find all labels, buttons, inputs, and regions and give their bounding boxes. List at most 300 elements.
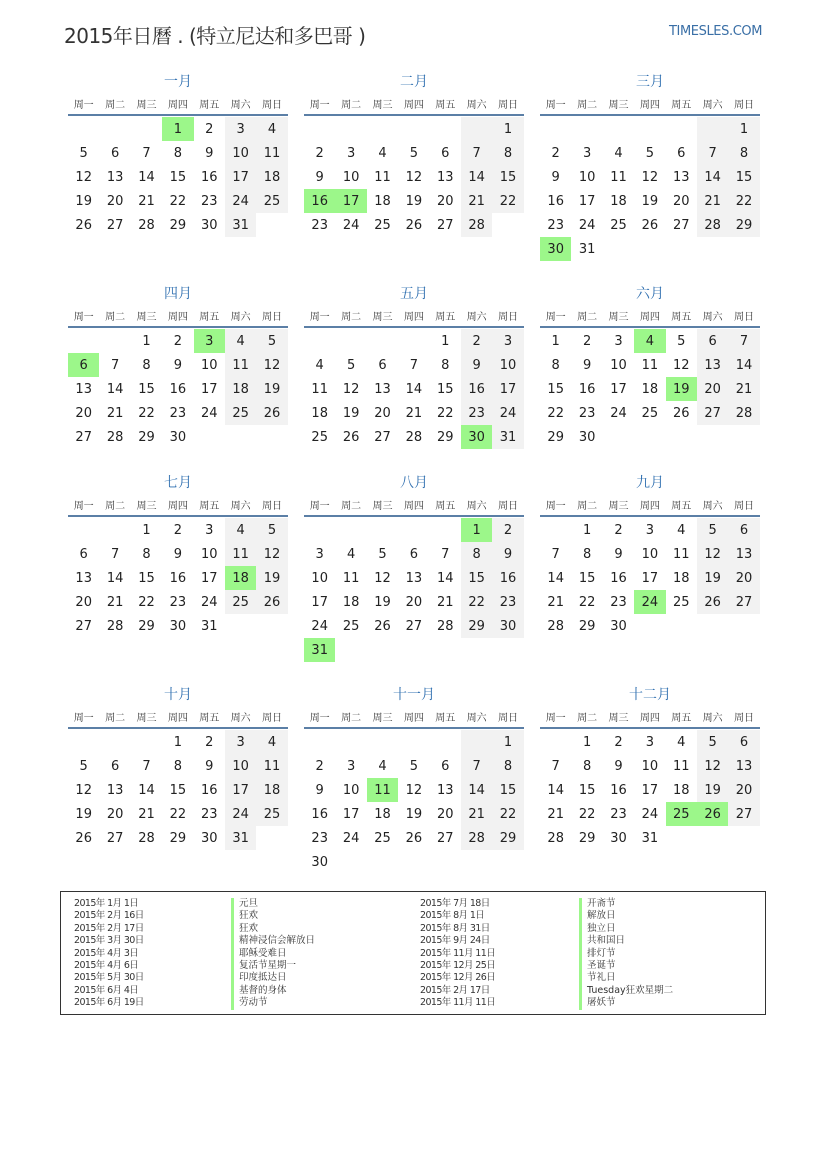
day-cell[interactable]: 9: [205, 758, 214, 774]
day-cell[interactable]: 7: [551, 758, 560, 774]
day-cell[interactable]: 25: [256, 189, 287, 213]
day-cell[interactable]: 14: [436, 570, 454, 586]
day-cell[interactable]: 14: [461, 165, 492, 189]
day-cell[interactable]: 7: [110, 546, 120, 562]
day-cell[interactable]: 23: [610, 594, 627, 610]
day-cell[interactable]: 1: [492, 730, 523, 754]
day-cell[interactable]: 16: [169, 381, 187, 397]
day-cell[interactable]: 30: [311, 854, 328, 870]
day-cell[interactable]: 14: [138, 782, 155, 798]
day-cell[interactable]: 29: [436, 429, 454, 445]
day-cell[interactable]: 31: [225, 213, 256, 237]
day-cell[interactable]: 28: [547, 618, 564, 634]
day-cell[interactable]: 1: [582, 522, 592, 538]
day-cell[interactable]: 4: [677, 734, 686, 750]
day-cell[interactable]: 30: [610, 618, 627, 634]
day-cell[interactable]: 16: [461, 377, 492, 401]
day-cell[interactable]: 15: [169, 782, 187, 798]
day-cell[interactable]: 3: [614, 333, 623, 349]
holiday-day-cell[interactable]: 31: [304, 638, 335, 662]
day-cell[interactable]: 16: [200, 782, 218, 798]
day-cell[interactable]: 15: [461, 566, 492, 590]
day-cell[interactable]: 22: [138, 405, 155, 421]
day-cell[interactable]: 1: [142, 333, 151, 349]
day-cell[interactable]: 25: [225, 590, 256, 614]
day-cell[interactable]: 7: [461, 141, 492, 165]
holiday-day-cell[interactable]: 4: [634, 329, 665, 353]
day-cell[interactable]: 2: [582, 333, 592, 349]
day-cell[interactable]: 23: [492, 590, 523, 614]
day-cell[interactable]: 13: [75, 381, 92, 397]
day-cell[interactable]: 28: [405, 429, 423, 445]
day-cell[interactable]: 24: [641, 806, 659, 822]
day-cell[interactable]: 22: [728, 189, 759, 213]
day-cell[interactable]: 21: [138, 806, 155, 822]
holiday-day-cell[interactable]: 16: [304, 189, 335, 213]
day-cell[interactable]: 13: [106, 782, 124, 798]
day-cell[interactable]: 1: [551, 333, 560, 349]
day-cell[interactable]: 7: [110, 357, 120, 373]
holiday-day-cell[interactable]: 11: [367, 778, 398, 802]
day-cell[interactable]: 27: [106, 217, 124, 233]
day-cell[interactable]: 20: [75, 594, 92, 610]
day-cell[interactable]: 28: [138, 830, 155, 846]
day-cell[interactable]: 21: [106, 405, 124, 421]
day-cell[interactable]: 26: [641, 217, 659, 233]
day-cell[interactable]: 24: [200, 405, 218, 421]
day-cell[interactable]: 17: [225, 778, 256, 802]
day-cell[interactable]: 10: [610, 357, 627, 373]
day-cell[interactable]: 11: [256, 754, 287, 778]
day-cell[interactable]: 19: [75, 193, 92, 209]
day-cell[interactable]: 6: [378, 357, 387, 373]
day-cell[interactable]: 20: [75, 405, 92, 421]
day-cell[interactable]: 10: [200, 357, 218, 373]
day-cell[interactable]: 18: [672, 782, 690, 798]
day-cell[interactable]: 29: [547, 429, 564, 445]
holiday-day-cell[interactable]: 1: [162, 117, 193, 141]
day-cell[interactable]: 23: [578, 405, 596, 421]
day-cell[interactable]: 8: [582, 546, 592, 562]
day-cell[interactable]: 20: [697, 377, 728, 401]
day-cell[interactable]: 28: [547, 830, 564, 846]
day-cell[interactable]: 18: [256, 778, 287, 802]
day-cell[interactable]: 6: [441, 145, 450, 161]
day-cell[interactable]: 5: [697, 730, 728, 754]
day-cell[interactable]: 15: [492, 778, 523, 802]
day-cell[interactable]: 17: [225, 165, 256, 189]
day-cell[interactable]: 15: [728, 165, 759, 189]
day-cell[interactable]: 15: [492, 165, 523, 189]
day-cell[interactable]: 11: [256, 141, 287, 165]
day-cell[interactable]: 9: [614, 758, 623, 774]
day-cell[interactable]: 27: [728, 590, 759, 614]
day-cell[interactable]: 11: [311, 381, 328, 397]
day-cell[interactable]: 29: [138, 618, 155, 634]
day-cell[interactable]: 5: [79, 145, 88, 161]
day-cell[interactable]: 31: [578, 241, 596, 257]
day-cell[interactable]: 3: [346, 758, 356, 774]
day-cell[interactable]: 19: [697, 778, 728, 802]
day-cell[interactable]: 24: [200, 594, 218, 610]
day-cell[interactable]: 16: [311, 806, 328, 822]
day-cell[interactable]: 2: [614, 734, 623, 750]
day-cell[interactable]: 3: [225, 730, 256, 754]
day-cell[interactable]: 23: [169, 594, 187, 610]
day-cell[interactable]: 13: [75, 570, 92, 586]
day-cell[interactable]: 21: [106, 594, 124, 610]
day-cell[interactable]: 8: [441, 357, 450, 373]
day-cell[interactable]: 18: [610, 193, 627, 209]
day-cell[interactable]: 20: [436, 193, 454, 209]
day-cell[interactable]: 13: [672, 169, 690, 185]
holiday-day-cell[interactable]: 25: [666, 802, 697, 826]
day-cell[interactable]: 29: [728, 213, 759, 237]
day-cell[interactable]: 20: [672, 193, 690, 209]
holiday-day-cell[interactable]: 24: [634, 590, 665, 614]
day-cell[interactable]: 10: [641, 758, 659, 774]
day-cell[interactable]: 14: [547, 782, 564, 798]
day-cell[interactable]: 23: [311, 217, 328, 233]
day-cell[interactable]: 16: [610, 782, 627, 798]
day-cell[interactable]: 25: [641, 405, 659, 421]
day-cell[interactable]: 12: [405, 169, 423, 185]
day-cell[interactable]: 9: [173, 357, 182, 373]
day-cell[interactable]: 25: [225, 401, 256, 425]
day-cell[interactable]: 22: [578, 594, 596, 610]
holiday-day-cell[interactable]: 3: [194, 329, 225, 353]
day-cell[interactable]: 13: [728, 542, 759, 566]
day-cell[interactable]: 5: [409, 145, 418, 161]
holiday-day-cell[interactable]: 18: [225, 566, 256, 590]
day-cell[interactable]: 7: [142, 758, 151, 774]
holiday-day-cell[interactable]: 17: [335, 189, 366, 213]
day-cell[interactable]: 25: [374, 217, 391, 233]
day-cell[interactable]: 21: [547, 806, 564, 822]
day-cell[interactable]: 18: [672, 570, 690, 586]
day-cell[interactable]: 1: [582, 734, 592, 750]
day-cell[interactable]: 25: [672, 594, 690, 610]
day-cell[interactable]: 18: [311, 405, 328, 421]
day-cell[interactable]: 9: [205, 145, 214, 161]
day-cell[interactable]: 7: [142, 145, 151, 161]
day-cell[interactable]: 4: [378, 758, 387, 774]
day-cell[interactable]: 16: [169, 570, 187, 586]
day-cell[interactable]: 29: [138, 429, 155, 445]
day-cell[interactable]: 22: [138, 594, 155, 610]
day-cell[interactable]: 10: [578, 169, 596, 185]
day-cell[interactable]: 29: [578, 830, 596, 846]
day-cell[interactable]: 1: [728, 117, 759, 141]
day-cell[interactable]: 19: [405, 193, 423, 209]
day-cell[interactable]: 27: [436, 830, 454, 846]
day-cell[interactable]: 25: [374, 830, 391, 846]
day-cell[interactable]: 30: [492, 614, 523, 638]
day-cell[interactable]: 8: [142, 357, 151, 373]
holiday-day-cell[interactable]: 30: [540, 237, 571, 261]
day-cell[interactable]: 10: [641, 546, 659, 562]
day-cell[interactable]: 4: [677, 522, 686, 538]
day-cell[interactable]: 16: [547, 193, 564, 209]
day-cell[interactable]: 20: [374, 405, 391, 421]
day-cell[interactable]: 12: [697, 754, 728, 778]
day-cell[interactable]: 24: [311, 618, 328, 634]
day-cell[interactable]: 17: [342, 806, 360, 822]
day-cell[interactable]: 8: [551, 357, 560, 373]
day-cell[interactable]: 7: [461, 754, 492, 778]
day-cell[interactable]: 4: [315, 357, 324, 373]
day-cell[interactable]: 10: [225, 754, 256, 778]
day-cell[interactable]: 9: [582, 357, 592, 373]
day-cell[interactable]: 4: [378, 145, 387, 161]
day-cell[interactable]: 27: [405, 618, 423, 634]
day-cell[interactable]: 7: [409, 357, 418, 373]
day-cell[interactable]: 15: [578, 782, 596, 798]
day-cell[interactable]: 21: [697, 189, 728, 213]
day-cell[interactable]: 6: [110, 145, 120, 161]
day-cell[interactable]: 3: [645, 734, 654, 750]
day-cell[interactable]: 12: [697, 542, 728, 566]
day-cell[interactable]: 2: [492, 518, 523, 542]
day-cell[interactable]: 26: [75, 217, 92, 233]
day-cell[interactable]: 6: [728, 730, 759, 754]
day-cell[interactable]: 15: [138, 381, 155, 397]
day-cell[interactable]: 5: [256, 518, 287, 542]
day-cell[interactable]: 7: [728, 329, 759, 353]
day-cell[interactable]: 27: [728, 802, 759, 826]
day-cell[interactable]: 10: [225, 141, 256, 165]
day-cell[interactable]: 15: [547, 381, 564, 397]
day-cell[interactable]: 11: [641, 357, 659, 373]
day-cell[interactable]: 5: [378, 546, 387, 562]
day-cell[interactable]: 14: [138, 169, 155, 185]
day-cell[interactable]: 2: [614, 522, 623, 538]
day-cell[interactable]: 12: [256, 542, 287, 566]
day-cell[interactable]: 1: [142, 522, 151, 538]
day-cell[interactable]: 21: [728, 377, 759, 401]
day-cell[interactable]: 6: [728, 518, 759, 542]
day-cell[interactable]: 28: [728, 401, 759, 425]
day-cell[interactable]: 12: [641, 169, 659, 185]
day-cell[interactable]: 22: [492, 189, 523, 213]
day-cell[interactable]: 23: [311, 830, 328, 846]
day-cell[interactable]: 8: [461, 542, 492, 566]
day-cell[interactable]: 3: [346, 145, 356, 161]
day-cell[interactable]: 28: [697, 213, 728, 237]
day-cell[interactable]: 2: [461, 329, 492, 353]
day-cell[interactable]: 6: [677, 145, 686, 161]
day-cell[interactable]: 17: [610, 381, 627, 397]
day-cell[interactable]: 20: [405, 594, 423, 610]
day-cell[interactable]: 17: [641, 782, 659, 798]
day-cell[interactable]: 17: [200, 381, 218, 397]
day-cell[interactable]: 11: [672, 758, 690, 774]
day-cell[interactable]: 9: [173, 546, 182, 562]
day-cell[interactable]: 28: [436, 618, 454, 634]
day-cell[interactable]: 19: [697, 566, 728, 590]
day-cell[interactable]: 2: [315, 758, 324, 774]
day-cell[interactable]: 14: [106, 381, 124, 397]
day-cell[interactable]: 5: [409, 758, 418, 774]
day-cell[interactable]: 17: [578, 193, 596, 209]
holiday-day-cell[interactable]: 19: [666, 377, 697, 401]
day-cell[interactable]: 2: [315, 145, 324, 161]
day-cell[interactable]: 27: [697, 401, 728, 425]
day-cell[interactable]: 31: [641, 830, 659, 846]
day-cell[interactable]: 8: [173, 145, 182, 161]
day-cell[interactable]: 24: [225, 189, 256, 213]
day-cell[interactable]: 13: [436, 782, 454, 798]
day-cell[interactable]: 15: [436, 381, 454, 397]
day-cell[interactable]: 4: [225, 329, 256, 353]
day-cell[interactable]: 9: [315, 782, 324, 798]
day-cell[interactable]: 4: [256, 730, 287, 754]
day-cell[interactable]: 20: [106, 193, 124, 209]
day-cell[interactable]: 11: [225, 353, 256, 377]
day-cell[interactable]: 22: [169, 806, 187, 822]
day-cell[interactable]: 30: [610, 830, 627, 846]
day-cell[interactable]: 9: [492, 542, 523, 566]
day-cell[interactable]: 4: [346, 546, 356, 562]
day-cell[interactable]: 1: [492, 117, 523, 141]
day-cell[interactable]: 15: [169, 169, 187, 185]
day-cell[interactable]: 8: [582, 758, 592, 774]
day-cell[interactable]: 27: [106, 830, 124, 846]
day-cell[interactable]: 18: [256, 165, 287, 189]
day-cell[interactable]: 26: [697, 590, 728, 614]
day-cell[interactable]: 18: [641, 381, 659, 397]
day-cell[interactable]: 30: [200, 217, 218, 233]
brand-logo-text[interactable]: TIMESLES.COM: [669, 24, 763, 39]
day-cell[interactable]: 24: [492, 401, 523, 425]
day-cell[interactable]: 19: [256, 566, 287, 590]
day-cell[interactable]: 23: [547, 217, 564, 233]
day-cell[interactable]: 25: [342, 618, 360, 634]
day-cell[interactable]: 5: [677, 333, 686, 349]
day-cell[interactable]: 12: [672, 357, 690, 373]
day-cell[interactable]: 26: [405, 217, 423, 233]
day-cell[interactable]: 12: [75, 169, 92, 185]
day-cell[interactable]: 6: [697, 329, 728, 353]
day-cell[interactable]: 8: [728, 141, 759, 165]
day-cell[interactable]: 9: [614, 546, 623, 562]
day-cell[interactable]: 14: [697, 165, 728, 189]
day-cell[interactable]: 29: [169, 830, 187, 846]
day-cell[interactable]: 10: [311, 570, 328, 586]
day-cell[interactable]: 8: [173, 758, 182, 774]
day-cell[interactable]: 27: [374, 429, 391, 445]
day-cell[interactable]: 5: [256, 329, 287, 353]
day-cell[interactable]: 19: [405, 806, 423, 822]
day-cell[interactable]: 23: [169, 405, 187, 421]
day-cell[interactable]: 20: [106, 806, 124, 822]
day-cell[interactable]: 14: [461, 778, 492, 802]
day-cell[interactable]: 28: [106, 618, 124, 634]
day-cell[interactable]: 25: [311, 429, 328, 445]
day-cell[interactable]: 13: [106, 169, 124, 185]
day-cell[interactable]: 5: [79, 758, 88, 774]
day-cell[interactable]: 21: [138, 193, 155, 209]
day-cell[interactable]: 23: [200, 193, 218, 209]
day-cell[interactable]: 28: [138, 217, 155, 233]
holiday-day-cell[interactable]: 6: [68, 353, 99, 377]
day-cell[interactable]: 30: [169, 429, 187, 445]
day-cell[interactable]: 26: [256, 590, 287, 614]
day-cell[interactable]: 14: [728, 353, 759, 377]
day-cell[interactable]: 31: [225, 826, 256, 850]
day-cell[interactable]: 23: [200, 806, 218, 822]
day-cell[interactable]: 9: [315, 169, 324, 185]
day-cell[interactable]: 29: [461, 614, 492, 638]
day-cell[interactable]: 17: [641, 570, 659, 586]
day-cell[interactable]: 12: [256, 353, 287, 377]
day-cell[interactable]: 2: [205, 121, 214, 137]
day-cell[interactable]: 9: [461, 353, 492, 377]
day-cell[interactable]: 7: [441, 546, 450, 562]
day-cell[interactable]: 14: [405, 381, 423, 397]
day-cell[interactable]: 24: [342, 830, 360, 846]
day-cell[interactable]: 28: [461, 213, 492, 237]
day-cell[interactable]: 29: [492, 826, 523, 850]
day-cell[interactable]: 23: [610, 806, 627, 822]
day-cell[interactable]: 7: [697, 141, 728, 165]
day-cell[interactable]: 29: [169, 217, 187, 233]
day-cell[interactable]: 11: [672, 546, 690, 562]
day-cell[interactable]: 22: [461, 590, 492, 614]
day-cell[interactable]: 21: [461, 802, 492, 826]
holiday-day-cell[interactable]: 1: [461, 518, 492, 542]
day-cell[interactable]: 9: [551, 169, 560, 185]
day-cell[interactable]: 18: [342, 594, 360, 610]
day-cell[interactable]: 13: [436, 169, 454, 185]
day-cell[interactable]: 25: [256, 802, 287, 826]
day-cell[interactable]: 26: [405, 830, 423, 846]
day-cell[interactable]: 26: [374, 618, 391, 634]
day-cell[interactable]: 25: [610, 217, 627, 233]
day-cell[interactable]: 5: [645, 145, 654, 161]
day-cell[interactable]: 26: [672, 405, 690, 421]
day-cell[interactable]: 21: [405, 405, 423, 421]
day-cell[interactable]: 27: [672, 217, 690, 233]
day-cell[interactable]: 1: [173, 734, 182, 750]
day-cell[interactable]: 17: [311, 594, 328, 610]
day-cell[interactable]: 4: [614, 145, 623, 161]
day-cell[interactable]: 19: [342, 405, 360, 421]
day-cell[interactable]: 10: [342, 169, 360, 185]
day-cell[interactable]: 15: [138, 570, 155, 586]
day-cell[interactable]: 13: [374, 381, 391, 397]
day-cell[interactable]: 11: [342, 570, 360, 586]
day-cell[interactable]: 19: [641, 193, 659, 209]
day-cell[interactable]: 12: [405, 782, 423, 798]
holiday-day-cell[interactable]: 26: [697, 802, 728, 826]
day-cell[interactable]: 13: [728, 754, 759, 778]
day-cell[interactable]: 30: [169, 618, 187, 634]
day-cell[interactable]: 26: [342, 429, 360, 445]
day-cell[interactable]: 8: [492, 754, 523, 778]
day-cell[interactable]: 21: [547, 594, 564, 610]
day-cell[interactable]: 21: [461, 189, 492, 213]
day-cell[interactable]: 20: [728, 566, 759, 590]
day-cell[interactable]: 28: [106, 429, 124, 445]
day-cell[interactable]: 24: [225, 802, 256, 826]
day-cell[interactable]: 6: [110, 758, 120, 774]
day-cell[interactable]: 27: [75, 618, 92, 634]
day-cell[interactable]: 11: [610, 169, 627, 185]
day-cell[interactable]: 10: [200, 546, 218, 562]
day-cell[interactable]: 16: [610, 570, 627, 586]
day-cell[interactable]: 2: [173, 522, 182, 538]
